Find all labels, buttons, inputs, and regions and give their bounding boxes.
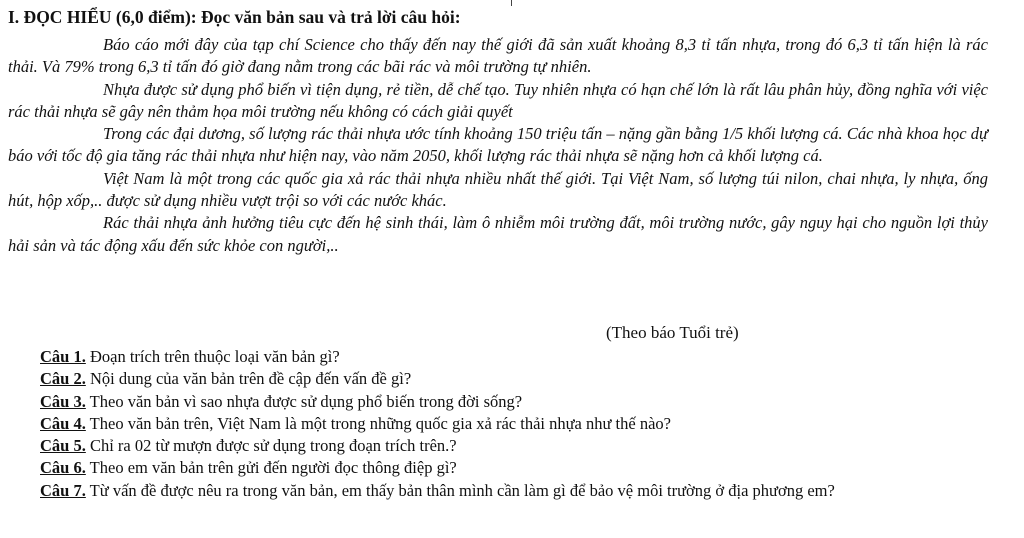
passage-paragraph: Nhựa được sử dụng phổ biến vì tiện dụng, rẻ tiền, dễ chế tạo. Tuy nhiên nhựa có hạn chế lớn là rất lâu phân hủy, đồng nghĩa với việc rác thải nhựa sẽ gây nên thảm họa môi trường nếu không có cách giải quyết <box>8 79 988 121</box>
question-label: Câu 4. <box>40 413 86 433</box>
passage-paragraph: Việt Nam là một trong các quốc gia xả rác thải nhựa nhiều nhất thế giới. Tại Việt Nam, số lượng túi nilon, chai nhựa, ly nhựa, ống hút, hộp xốp,.. được sử dụng nhiều vượt trội so với các nước khác. <box>8 168 988 211</box>
question-text: Chỉ ra 02 từ mượn được sử dụng trong đoạn trích trên.? <box>85 436 457 456</box>
question-item <box>40 346 1000 368</box>
question-text: Theo em văn bản trên gửi đến người đọc thông điệp gì? <box>85 458 457 478</box>
question-item <box>40 413 1000 435</box>
reading-passage <box>8 34 988 257</box>
question-text: Từ vấn đề được nêu ra trong văn bản, em thấy bản thân mình cần làm gì để bảo vệ môi trường ở địa phương em? <box>85 480 835 500</box>
question-label: Câu 1. <box>40 347 86 366</box>
question-text: Theo văn bản vì sao nhựa được sử dụng phổ biến trong đời sống? <box>85 391 523 411</box>
question-label: Câu 7. <box>40 480 86 500</box>
question-item <box>40 435 1000 457</box>
passage-paragraph: Báo cáo mới đây của tạp chí Science cho thấy đến nay thế giới đã sản xuất khoảng 8,3 tỉ tấn nhựa, trong đó 6,3 tỉ tấn hiện là rác thải. Và 79% trong 6,3 tỉ tấn đó giờ đang nằm trong các bãi rác và môi trường tự nhiên. <box>8 35 988 77</box>
question-item <box>40 391 1000 413</box>
question-text: Nội dung của văn bản trên đề cập đến vấn đề gì? <box>85 369 412 389</box>
question-text: Đoạn trích trên thuộc loại văn bản gì? <box>85 347 340 366</box>
question-label: Câu 3. <box>40 391 86 411</box>
question-label: Câu 2. <box>40 369 86 389</box>
passage-paragraph: Trong các đại dương, số lượng rác thải nhựa ước tính khoảng 150 triệu tấn – nặng gần bằng 1/5 khối lượng cá. Các nhà khoa học dự báo với tốc độ gia tăng rác thải nhựa như hiện nay, vào năm 2050, khối lượng rác thải nhựa sẽ nặng hơn cả khối lượng cá. <box>8 124 988 166</box>
page-top-mark <box>511 0 512 6</box>
passage-paragraph: Rác thải nhựa ảnh hưởng tiêu cực đến hệ sinh thái, làm ô nhiễm môi trường đất, môi trường nước, gây nguy hại cho nguồn lợi thủy hải sản và tác động xấu đến sức khỏe con người,.. <box>8 213 988 255</box>
question-label: Câu 6. <box>40 458 86 478</box>
question-list <box>40 346 1000 502</box>
question-item <box>40 368 1000 390</box>
section-heading: I. ĐỌC HIỂU (6,0 điểm): Đọc văn bản sau và trả lời câu hỏi: <box>8 7 461 27</box>
question-item <box>40 480 1000 502</box>
question-label: Câu 5. <box>40 436 86 456</box>
question-item <box>40 457 1000 479</box>
question-text: Theo văn bản trên, Việt Nam là một trong những quốc gia xả rác thải nhựa như thế nào? <box>85 413 671 433</box>
source-citation: (Theo báo Tuổi trẻ) <box>606 323 739 342</box>
